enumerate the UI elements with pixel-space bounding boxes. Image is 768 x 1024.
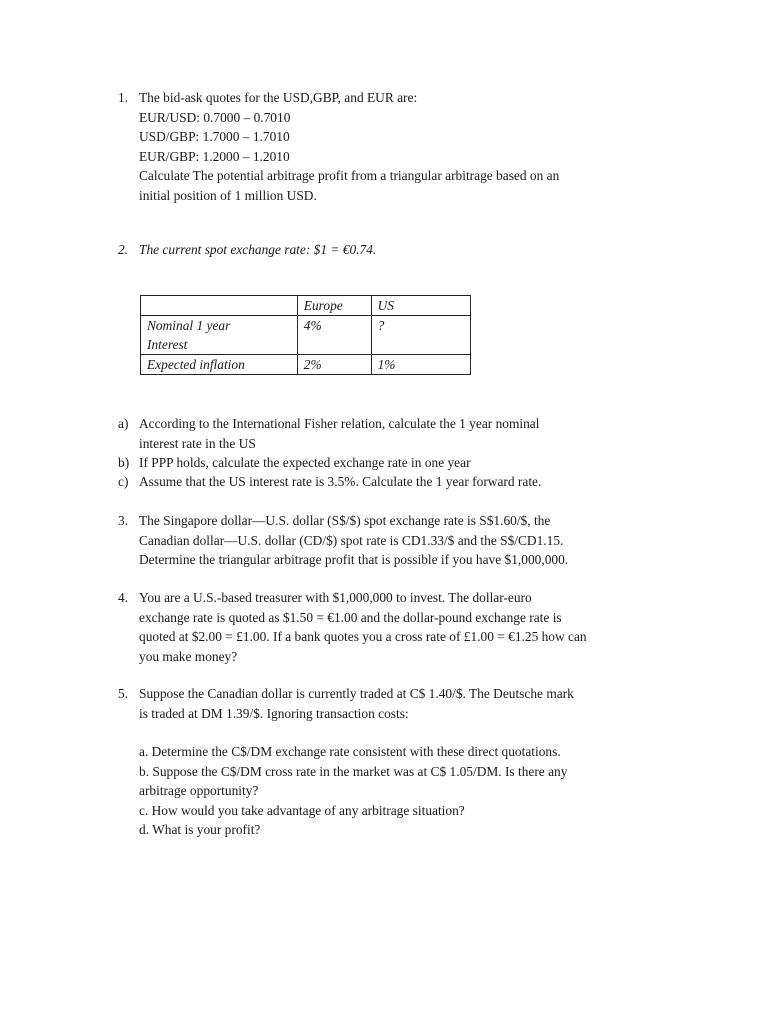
part-line: Assume that the US interest rate is 3.5%. Calculate the 1 year forward rate.	[139, 474, 542, 489]
subpart-line: b. Suppose the C$/DM cross rate in the market was at C$ 1.05/DM. Is there any	[139, 763, 568, 779]
question-number: 3.	[118, 513, 129, 528]
question-line: Canadian dollar—U.S. dollar (CD/$) spot rate is CD1.33/$ and the S$/CD1.15.	[139, 532, 564, 548]
question-line: EUR/GBP: 1.2000 – 1.2010	[139, 148, 290, 164]
table-row-label	[141, 316, 298, 355]
question-5-subparts	[118, 742, 678, 840]
part-line: According to the International Fisher relation, calculate the 1 year nominal	[139, 416, 540, 431]
question-number: 1.	[118, 90, 129, 105]
question-line: is traded at DM 1.39/$. Ignoring transaction costs:	[139, 705, 409, 721]
question-2	[118, 240, 678, 260]
question-2-part-a	[118, 414, 678, 453]
question-line: EUR/USD: 0.7000 – 0.7010	[139, 109, 291, 125]
question-5	[118, 684, 678, 723]
subpart-line: a. Determine the C$/DM exchange rate consistent with these direct quotations.	[139, 744, 561, 759]
part-line: If PPP holds, calculate the expected exchange rate in one year	[139, 455, 471, 470]
table-row	[141, 316, 471, 355]
table-cell: 4%	[297, 316, 371, 355]
table-cell: ?	[371, 316, 470, 355]
question-2-part-b	[118, 453, 678, 473]
question-number: 5.	[118, 686, 129, 701]
question-line: The Singapore dollar—U.S. dollar (S$/$) spot exchange rate is S$1.60/$, the	[139, 513, 551, 528]
question-line: Suppose the Canadian dollar is currently traded at C$ 1.40/$. The Deutsche mark	[139, 686, 574, 701]
table-row	[141, 355, 471, 375]
subpart-line: arbitrage opportunity?	[139, 783, 259, 798]
question-line: you make money?	[139, 648, 238, 664]
subpart-line: d. What is your profit?	[139, 822, 261, 837]
table-header-cell: Europe	[297, 296, 371, 316]
table-header-cell: US	[371, 296, 470, 316]
question-line: The current spot exchange rate: $1 = €0.74.	[139, 242, 377, 257]
table-header-row	[141, 296, 471, 316]
question-1	[118, 88, 678, 205]
question-line: exchange rate is quoted as $1.50 = €1.00 and the dollar-pound exchange rate is	[139, 609, 562, 625]
part-label: c)	[118, 474, 129, 489]
question-2-part-c	[118, 472, 678, 492]
question-line: Determine the triangular arbitrage profit that is possible if you have $1,000,000.	[139, 552, 569, 567]
table-cell-line: Nominal 1 year	[147, 318, 231, 333]
table-cell: 2%	[297, 355, 371, 375]
table-cell	[141, 296, 298, 316]
question-line: The bid-ask quotes for the USD,GBP, and EUR are:	[139, 90, 418, 105]
rates-table	[140, 295, 471, 375]
question-number: 4.	[118, 590, 129, 605]
table-cell-line: Interest	[147, 337, 188, 352]
part-label: a)	[118, 416, 129, 431]
question-line: You are a U.S.-based treasurer with $1,000,000 to invest. The dollar-euro	[139, 590, 532, 605]
table-cell: 1%	[371, 355, 470, 375]
question-number: 2.	[118, 242, 129, 257]
question-3	[118, 511, 678, 570]
question-line: Calculate The potential arbitrage profit from a triangular arbitrage based on an	[139, 168, 560, 183]
question-4	[118, 588, 678, 666]
question-line: USD/GBP: 1.7000 – 1.7010	[139, 129, 290, 144]
subpart-line: c. How would you take advantage of any arbitrage situation?	[139, 802, 465, 818]
question-line: quoted at $2.00 = £1.00. If a bank quotes you a cross rate of £1.00 = €1.25 how can	[139, 629, 587, 644]
question-line: initial position of 1 million USD.	[139, 187, 317, 203]
part-label: b)	[118, 455, 130, 470]
part-line: interest rate in the US	[139, 435, 256, 451]
table-row-label: Expected inflation	[141, 355, 298, 375]
